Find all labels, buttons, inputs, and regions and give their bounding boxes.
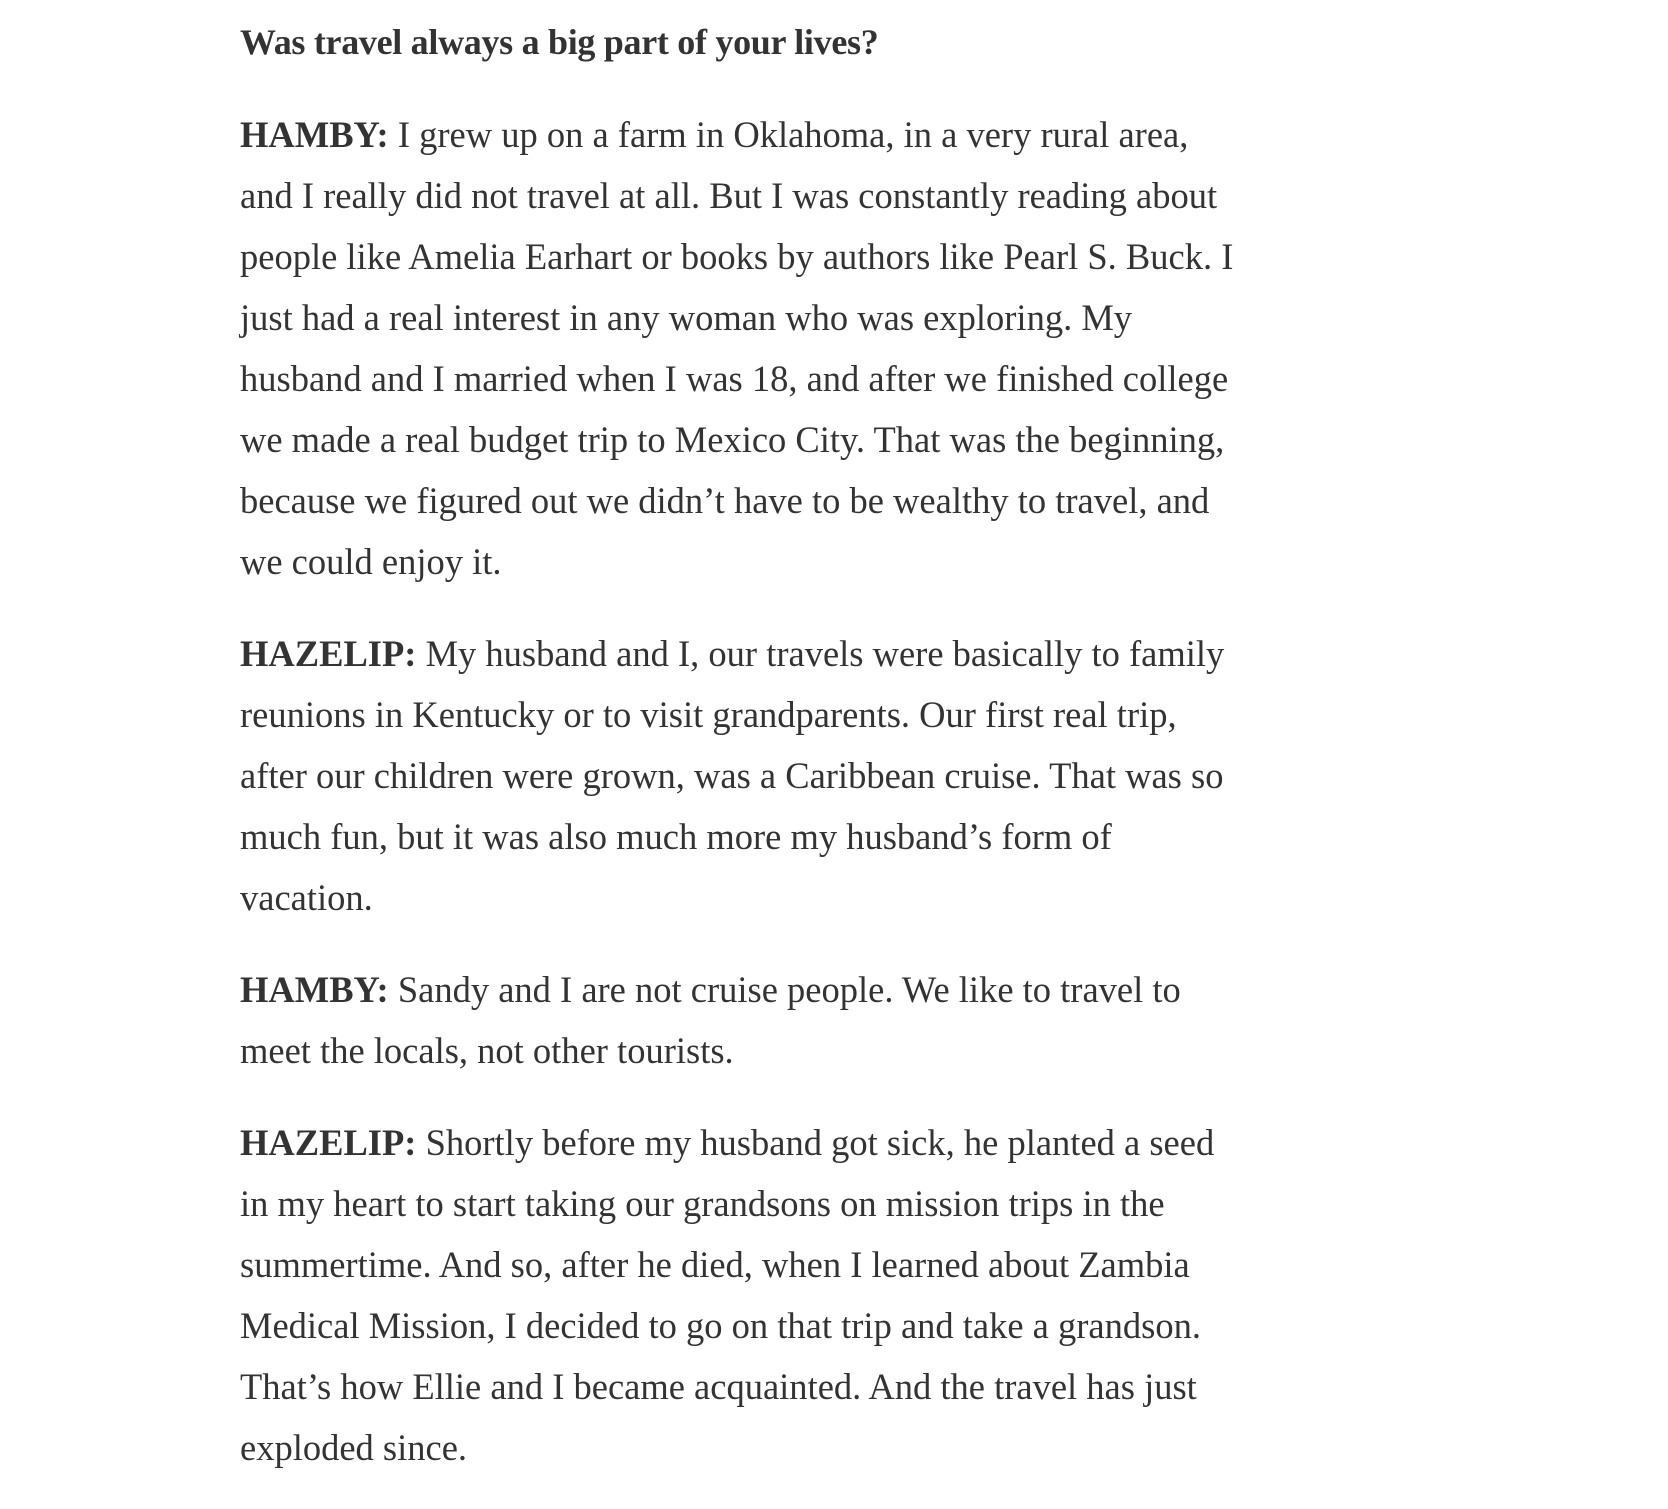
answer-text: and I really did not travel at all. But I was constantly reading about (240, 175, 1218, 216)
answer-text: because we figured out we didn’t have to be wealthy to travel, and (240, 480, 1210, 521)
text-line (240, 806, 1540, 867)
answer-text: I grew up on a farm in Oklahoma, in a very rural area, (397, 114, 1189, 155)
speaker-name: HAZELIP: (240, 1122, 417, 1163)
text-line (240, 409, 1540, 470)
answer-text: meet the locals, not other tourists. (240, 1030, 734, 1071)
text-line (240, 1020, 1540, 1081)
text-line (240, 1356, 1540, 1417)
interview-question: Was travel always a big part of your lives? (240, 22, 879, 62)
answer-text: just had a real interest in any woman who was exploring. My (240, 297, 1133, 338)
text-line (240, 745, 1540, 806)
interview-answer (240, 959, 1540, 1081)
answer-text: in my heart to start taking our grandsons on mission trips in the (240, 1183, 1165, 1224)
text-line (240, 1234, 1540, 1295)
answer-text: we made a real budget trip to Mexico City. That was the beginning, (240, 419, 1225, 460)
interview-answer (240, 623, 1540, 928)
answer-text: Sandy and I are not cruise people. We like to travel to (397, 969, 1181, 1010)
text-line (240, 348, 1540, 409)
text-line (240, 165, 1540, 226)
answer-text: That’s how Ellie and I became acquainted. And the travel has just (240, 1366, 1197, 1407)
answer-text: after our children were grown, was a Caribbean cruise. That was so (240, 755, 1224, 796)
answer-text: people like Amelia Earhart or books by authors like Pearl S. Buck. I (240, 236, 1234, 277)
text-line (240, 1295, 1540, 1356)
interview-answer (240, 104, 1540, 592)
answer-text: exploded since. (240, 1427, 468, 1468)
speaker-name: HAZELIP: (240, 633, 417, 674)
answer-text: summertime. And so, after he died, when I learned about Zambia (240, 1244, 1190, 1285)
interview-answer (240, 1112, 1540, 1478)
article-body (240, 12, 1540, 1509)
answer-text: My husband and I, our travels were basically to family (425, 633, 1225, 674)
text-line (240, 959, 1540, 1020)
text-line (240, 104, 1540, 165)
text-line (240, 1112, 1540, 1173)
answer-text: Medical Mission, I decided to go on that trip and take a grandson. (240, 1305, 1201, 1346)
text-line (240, 287, 1540, 348)
answer-text: much fun, but it was also much more my husband’s form of (240, 816, 1112, 857)
speaker-name: HAMBY: (240, 969, 389, 1010)
text-line (240, 623, 1540, 684)
text-line (240, 684, 1540, 745)
speaker-name: HAMBY: (240, 114, 389, 155)
text-line (240, 531, 1540, 592)
answer-text: reunions in Kentucky or to visit grandparents. Our first real trip, (240, 694, 1177, 735)
answer-text: we could enjoy it. (240, 541, 502, 582)
answer-text: husband and I married when I was 18, and after we finished college (240, 358, 1229, 399)
text-line (240, 867, 1540, 928)
answer-text: Shortly before my husband got sick, he planted a seed (425, 1122, 1215, 1163)
text-line (240, 1417, 1540, 1478)
text-line (240, 1173, 1540, 1234)
answer-text: vacation. (240, 877, 373, 918)
text-line (240, 470, 1540, 531)
text-line (240, 226, 1540, 287)
